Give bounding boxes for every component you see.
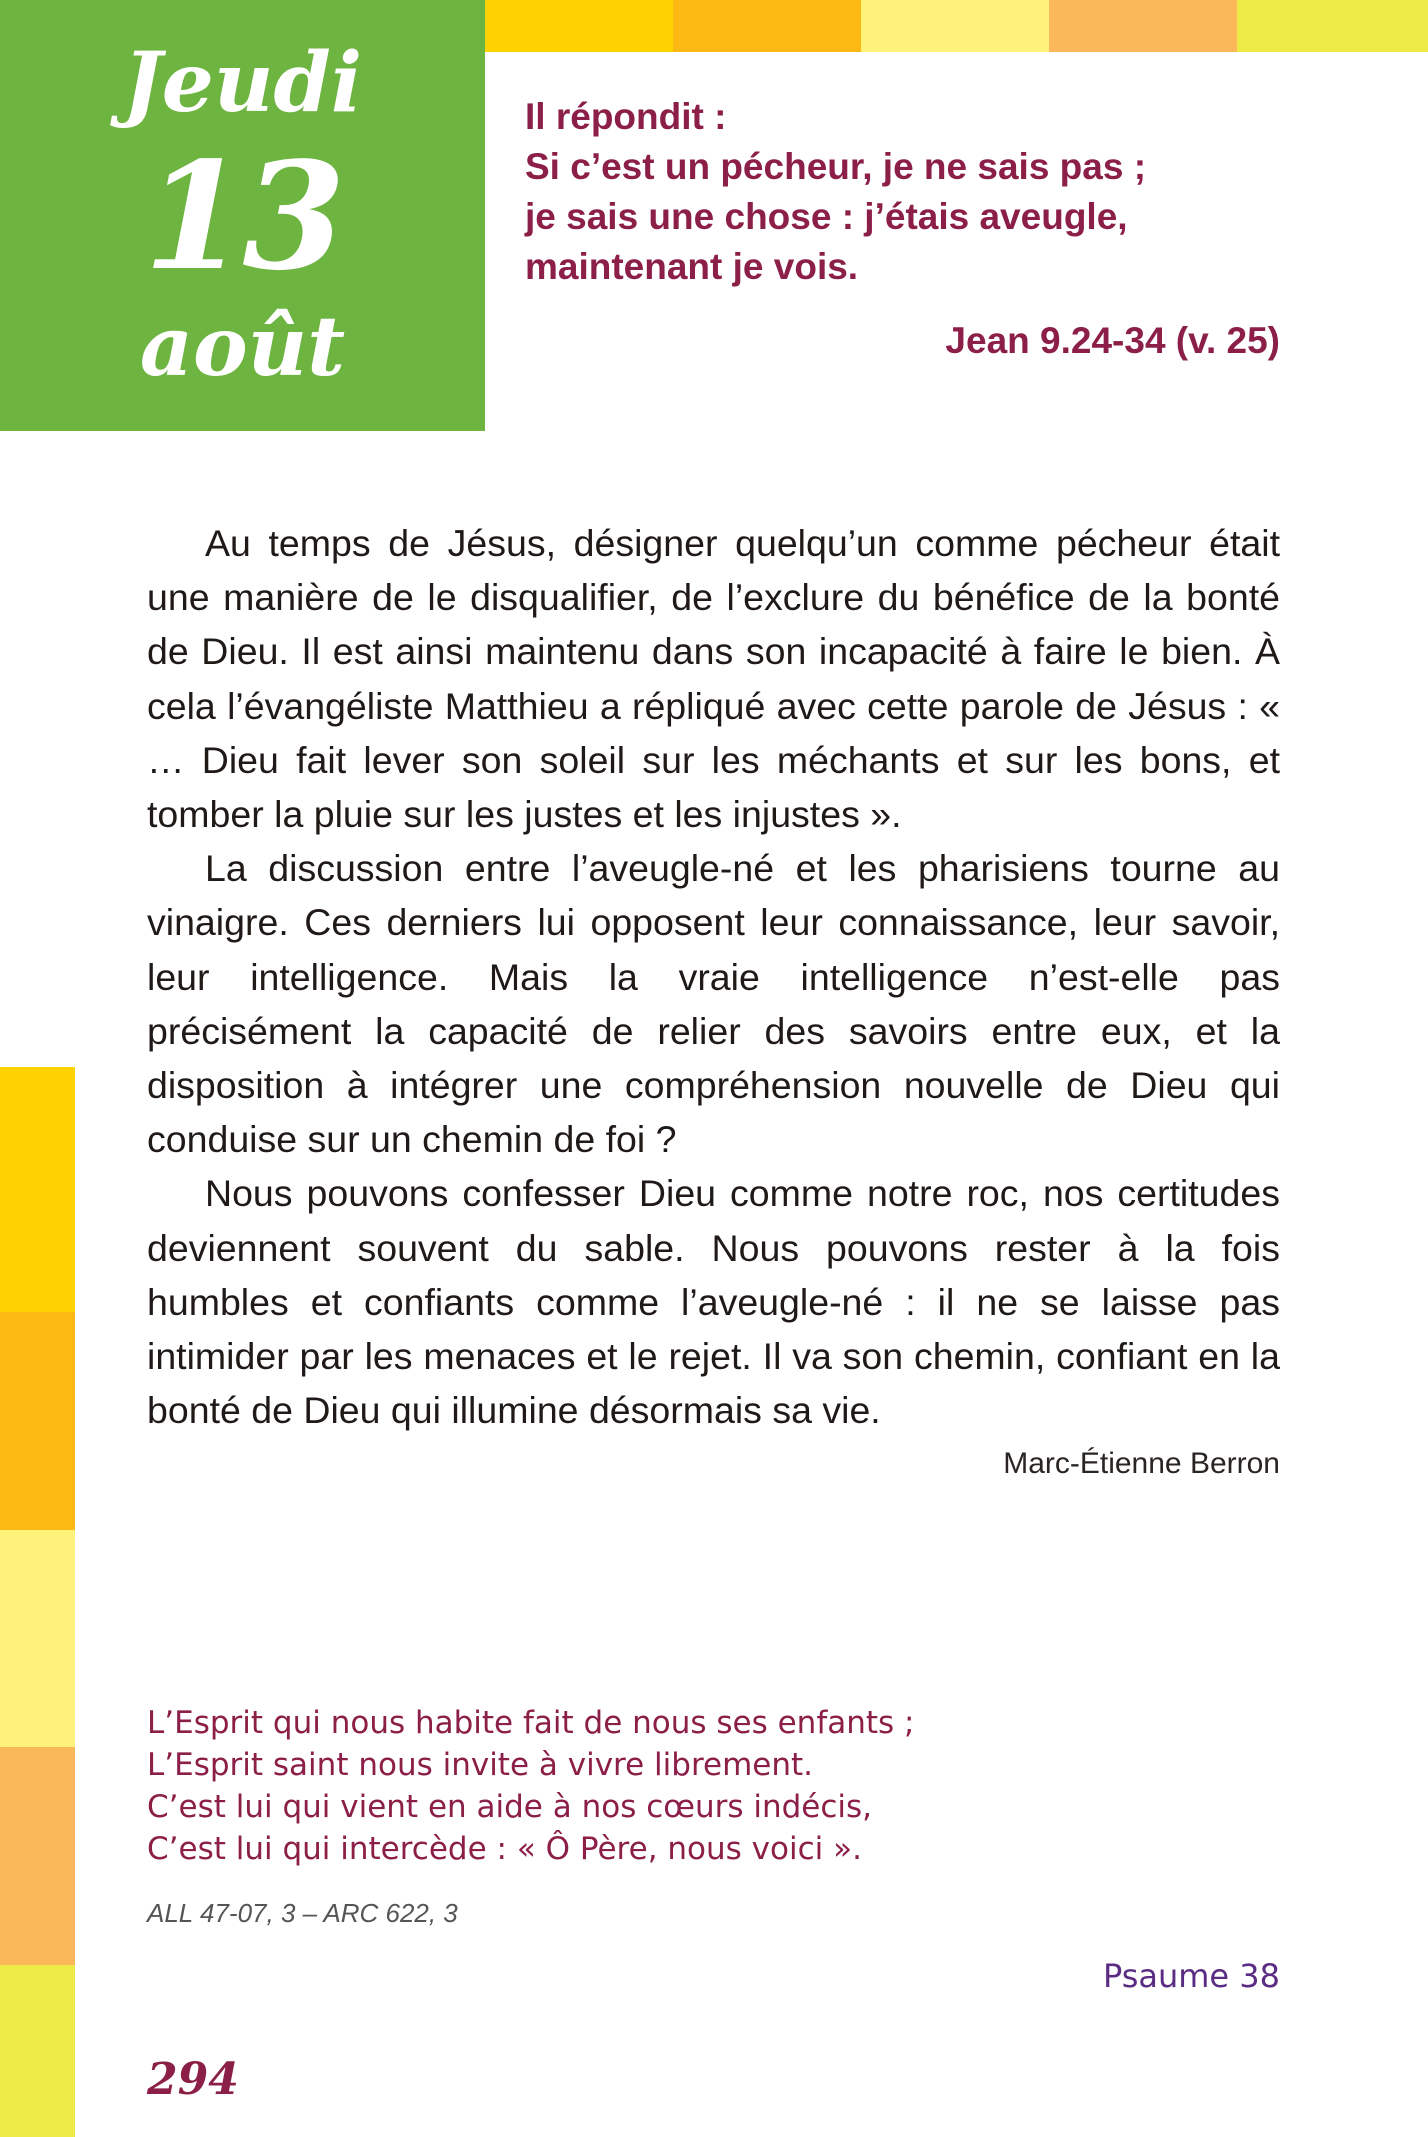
top-stripe [1049,0,1237,52]
verse-line: je sais une chose : j’étais aveugle, [525,196,1128,237]
month-name: août [139,299,346,395]
page-number: 294 [147,2054,239,2105]
hymn-line: L’Esprit saint nous invite à vivre librement. [147,1747,814,1783]
top-color-stripes [485,0,1428,52]
hymn-reference: ALL 47-07, 3 – ARC 622, 3 [147,1898,458,1928]
author-name: Marc-Étienne Berron [1003,1447,1280,1480]
top-stripe [673,0,861,52]
bible-verse [525,92,1285,292]
hymn-line: L’Esprit qui nous habite fait de nous ses enfants ; [147,1705,915,1741]
psalm-reference: Psaume 38 [1102,1957,1280,1995]
side-stripe [0,1312,75,1530]
verse-line: Il répondit : [525,96,727,137]
verse-line: maintenant je vois. [525,246,859,287]
side-stripe [0,1530,75,1747]
meditation-text [147,516,1280,1437]
date-block [0,0,485,431]
meditation-paragraph: La discussion entre l’aveugle-né et les pharisiens tourne au vinaigre. Ces derniers lui opposent leur connaissance, leur savoir, leur intelligence. Mais la vraie intelligence n’est-elle pas précisément la capacité de relier des savoirs entre eux, et la disposition à intégrer une compréhension nouvelle de Dieu qui conduise sur un chemin de foi ? [147,847,1280,1161]
top-stripe [861,0,1049,52]
side-stripe [0,1965,75,2137]
side-stripe [0,1067,75,1312]
side-stripe [0,1747,75,1965]
day-number: 13 [143,129,342,303]
top-stripe [1237,0,1428,52]
hymn-verse [147,1702,915,1870]
verse-reference: Jean 9.24-34 (v. 25) [945,320,1280,361]
meditation-paragraph: Au temps de Jésus, désigner quelqu’un comme pécheur était une manière de le disqualifier, de l’exclure du bénéfice de la bonté de Dieu. Il est ainsi maintenu dans son incapacité à faire le bien. À cela l’évangéliste Matthieu a répliqué avec cette parole de Jésus : « … Dieu fait lever son soleil sur les méchants et sur les bons, et tomber la pluie sur les justes et les injustes ». [147,522,1280,836]
hymn-line: C’est lui qui intercède : « Ô Père, nous voici ». [147,1831,862,1867]
hymn-line: C’est lui qui vient en aide à nos cœurs indécis, [147,1789,873,1825]
top-stripe [485,0,673,52]
side-color-stripes [0,1067,75,2137]
day-name: Jeudi [122,35,363,131]
meditation-paragraph: Nous pouvons confesser Dieu comme notre roc, nos certitudes deviennent souvent du sable. Nous pouvons rester à la fois humbles et confiants comme l’aveugle-né : il ne se laisse pas intimider par les menaces et le rejet. Il va son chemin, confiant en la bonté de Dieu qui illumine désormais sa vie. [147,1172,1280,1432]
verse-line: Si c’est un pécheur, je ne sais pas ; [525,146,1147,187]
